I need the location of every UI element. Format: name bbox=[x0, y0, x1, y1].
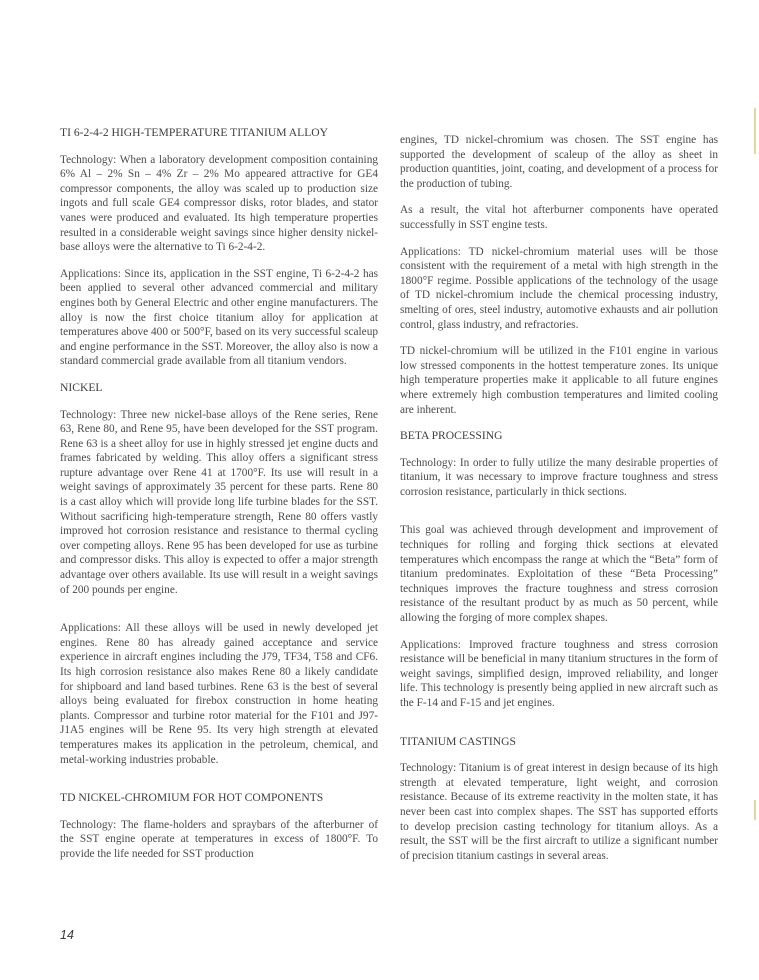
paragraph-td-result: As a result, the vital hot afterburner components have operated successfully in SST engine tests. bbox=[400, 204, 718, 231]
paragraph-ti-applications: Applications: Since its, application in the SST engine, Ti 6-2-4-2 has been applied to several other advanced commercial and military engines both by General Electric and other engine manufacturers. The alloy is now the first choice titanium alloy for application at temperatures above 400 or 500°F, based on its very successful scaleup and engine performance in the SST. Moreover, the alloy also is now a standard commercial grade available from all titanium vendors. bbox=[60, 267, 378, 368]
paragraph-td-applications: Applications: TD nickel-chromium material uses will be those consistent with the requirement of a metal with high strength in the 1800°F regime. Possible applications of the technology of the usage of TD nickel-chromium include the chemical processing industry, smelting of ores, steel industry, automotive exhausts and air pollution control, glass industry, and refractories. bbox=[400, 245, 718, 331]
paragraph-beta-technology: Technology: In order to fully utilize the many desirable properties of titanium, it was necessary to improve fracture toughness and stress corrosion resistance, particularly in thick sections. bbox=[400, 456, 718, 498]
left-column bbox=[60, 126, 378, 874]
section-heading-titanium-castings: TITANIUM CASTINGS bbox=[400, 734, 516, 748]
paragraph-td-technology: Technology: The flame-holders and spraybars of the afterburner of the SST engine operate at temperatures in excess of 1800°F. To provide the life needed for SST production bbox=[60, 818, 378, 860]
section-heading-beta-processing: BETA PROCESSING bbox=[400, 429, 503, 443]
paragraph-beta-applications: Applications: Improved fracture toughness and stress corrosion resistance will be beneficial in many titanium structures in the form of weight savings, simplified design, improved reliability, and longer life. This technology is presently being applied in new aircraft such as the F-14 and F-15 and jet engines. bbox=[400, 638, 718, 709]
page-edge-mark bbox=[754, 800, 756, 820]
section-heading-td-nickel-chromium: TD NICKEL-CHROMIUM FOR HOT COMPONENTS bbox=[60, 791, 324, 805]
paragraph-beta-goal: This goal was achieved through development and improvement of techniques for rolling and forging thick sections at elevated temperatures which encompass the range at which the “Beta” form of titanium predominates. Exploitation of these “Beta Processing” techniques improves the fracture toughness and stress corrosion resistance of the resultant product by as much as 50 percent, while allowing the forging of more complex shapes. bbox=[400, 524, 718, 625]
paragraph-nickel-technology: Technology: Three new nickel-base alloys of the Rene series, Rene 63, Rene 80, and Rene 95, have been developed for the SST program. Rene 63 is a sheet alloy for use in highly stressed jet engine ducts and frames fabricated by welding. This alloy offers a significant stress rupture advantage over Rene 41 at 1700°F. Its use will result in a weight savings of approximately 35 percent for these parts. Rene 80 is a cast alloy which will provide long life turbine blades for the SST. Without sacrificing high-temperature strength, Rene 80 offers vastly improved hot corrosion resistance and resistance to thermal cycling over competing alloys. Rene 95 has been developed for use as turbine and compressor disks. This alloy is expected to offer a major strength advantage over others available. Its use will result in a weight savings of 200 pounds per engine. bbox=[60, 408, 378, 596]
paragraph-ti-technology: Technology: When a laboratory development composition containing 6% Al – 2% Sn – 4% Zr – 2% Mo appeared attractive for GE4 compressor components, the alloy was scaled up to production size ingots and full scale GE4 compressor disks, rotor blades, and stator vanes were produced and evaluated. Its high temperature properties resulted in a considerable weight savings since higher density nickel-base alloys were the alternative to Ti 6-2-4-2. bbox=[60, 153, 378, 254]
paragraph-td-technology-continued: engines, TD nickel-chromium was chosen. The SST engine has supported the development of scaleup of the alloy as sheet in production quantities, joint, coating, and development of a process for the production of tubing. bbox=[400, 134, 718, 190]
page-number: 14 bbox=[60, 928, 74, 942]
paragraph-nickel-applications: Applications: All these alloys will be used in newly developed jet engines. Rene 80 has already gained acceptance and service experience in aircraft engines including the J79, TF34, T58 and CF6. Its high corrosion resistance also makes Rene 80 a likely candidate for shipboard and land based turbines. Rene 63 is the best of several alloys being evaluated for firebox construction in home heating plants. Compressor and turbine rotor material for the F101 and J97-J1A5 engines will be Rene 95. Its very high strength at elevated temperatures makes its application in the petroleum, chemical, and metal-working industries probable. bbox=[60, 622, 378, 766]
section-heading-nickel: NICKEL bbox=[60, 380, 103, 394]
paragraph-castings-technology: Technology: Titanium is of great interest in design because of its high strength at elevated temperature, light weight, and corrosion resistance. Because of its extreme reactivity in the molten state, it has never been cast into complex shapes. The SST has supported efforts to develop precision casting technology for titanium alloys. As a result, the SST will be the first aircraft to utilize a significant number of precision titanium castings in several areas. bbox=[400, 762, 718, 862]
section-heading-ti-6242: TI 6-2-4-2 HIGH-TEMPERATURE TITANIUM ALLOY bbox=[60, 126, 329, 139]
paragraph-td-f101: TD nickel-chromium will be utilized in the F101 engine in various low stressed components in the hottest temperature zones. Its unique high temperature properties make it applicable to all future engines where extremely high combustion temperatures and limited cooling are inherent. bbox=[400, 345, 718, 416]
page-edge-mark bbox=[754, 108, 756, 154]
right-column bbox=[400, 133, 718, 875]
